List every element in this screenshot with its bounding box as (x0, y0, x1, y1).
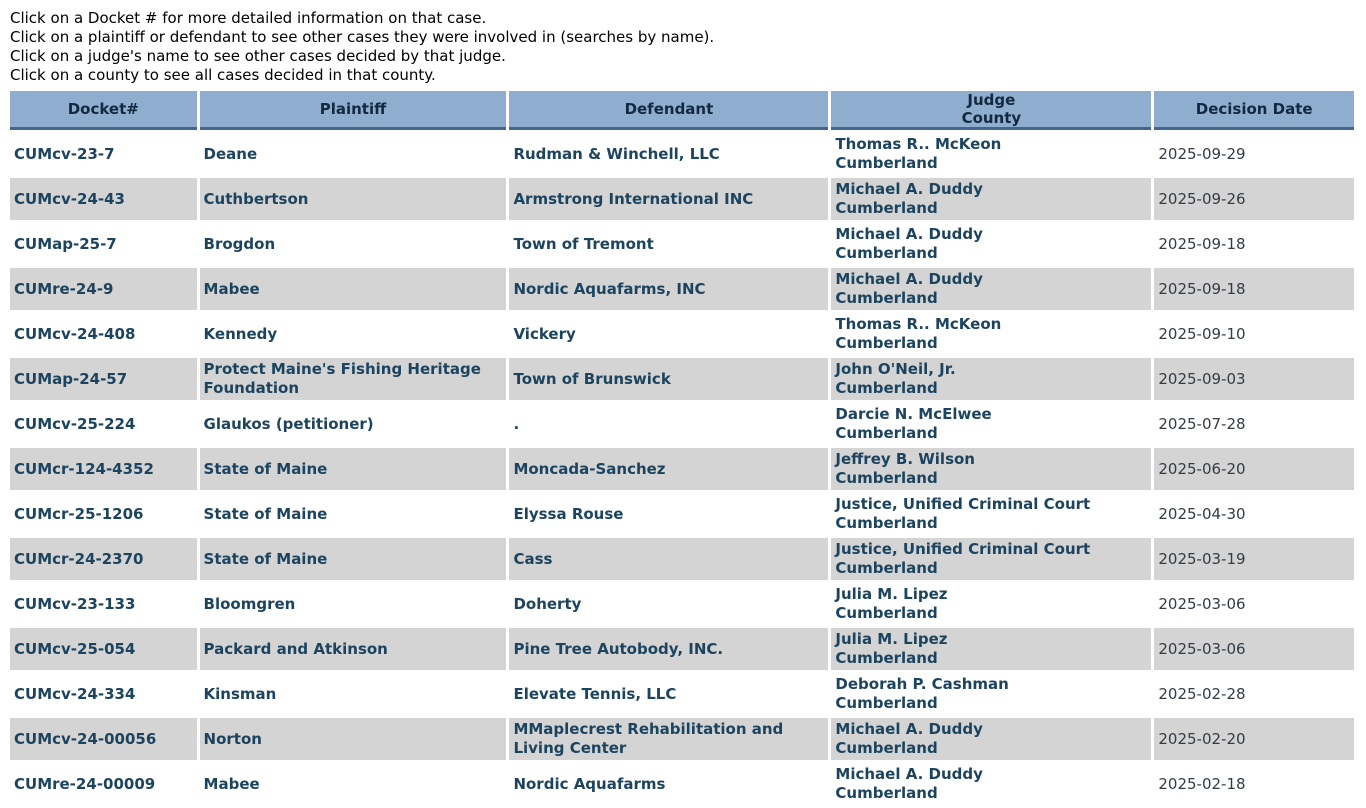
judge-link[interactable]: Thomas R.. McKeon (835, 135, 1002, 153)
table-row (10, 223, 1354, 265)
defendant-link[interactable]: Armstrong International INC (513, 189, 754, 208)
plaintiff-link[interactable]: State of Maine (203, 504, 328, 523)
decision-date-cell: 2025-09-10 (1154, 313, 1354, 355)
judge-link[interactable]: Michael A. Duddy (835, 720, 983, 738)
plaintiff-link[interactable]: Mabee (203, 279, 260, 298)
defendant-cell (509, 583, 828, 625)
table-row (10, 448, 1354, 490)
defendant-cell (509, 538, 828, 580)
judge-county-cell (831, 763, 1151, 805)
county-link[interactable]: Cumberland (835, 334, 938, 352)
plaintiff-cell (200, 313, 507, 355)
table-row (10, 358, 1354, 400)
judge-link[interactable]: Michael A. Duddy (835, 180, 983, 198)
judge-link[interactable]: Justice, Unified Criminal Court (835, 495, 1091, 513)
judge-link[interactable]: Darcie N. McElwee (835, 405, 992, 423)
plaintiff-cell (200, 583, 507, 625)
defendant-link[interactable]: Elyssa Rouse (513, 504, 624, 523)
judge-link[interactable]: Deborah P. Cashman (835, 675, 1009, 693)
docket-link[interactable]: CUMcv-24-43 (14, 189, 125, 208)
docket-link[interactable]: CUMcr-25-1206 (14, 504, 144, 523)
docket-link[interactable]: CUMre-24-9 (14, 279, 114, 298)
decision-date-cell: 2025-07-28 (1154, 403, 1354, 445)
defendant-link[interactable]: Nordic Aquafarms, INC (513, 279, 706, 298)
defendant-link[interactable]: Doherty (513, 594, 582, 613)
table-row (10, 493, 1354, 535)
judge-link[interactable]: Michael A. Duddy (835, 270, 983, 288)
docket-cell (10, 268, 197, 310)
defendant-cell (509, 358, 828, 400)
decision-date-cell: 2025-02-20 (1154, 718, 1354, 760)
docket-link[interactable]: CUMap-24-57 (14, 369, 128, 388)
county-link[interactable]: Cumberland (835, 649, 938, 667)
judge-county-cell (831, 538, 1151, 580)
column-header-plaintiff: Plaintiff (200, 91, 507, 130)
plaintiff-link[interactable]: Mabee (203, 774, 260, 793)
defendant-link[interactable]: Cass (513, 549, 553, 568)
decision-date-cell: 2025-02-18 (1154, 763, 1354, 805)
judge-county-cell (831, 358, 1151, 400)
docket-link[interactable]: CUMcr-24-2370 (14, 549, 144, 568)
plaintiff-cell (200, 538, 507, 580)
judge-county-cell (831, 403, 1151, 445)
plaintiff-cell (200, 763, 507, 805)
judge-link[interactable]: Thomas R.. McKeon (835, 315, 1002, 333)
defendant-cell (509, 628, 828, 670)
defendant-link[interactable]: Town of Brunswick (513, 369, 671, 388)
defendant-cell (509, 223, 828, 265)
decision-date-cell: 2025-03-06 (1154, 628, 1354, 670)
defendant-link[interactable]: Vickery (513, 324, 576, 343)
plaintiff-link[interactable]: Kinsman (203, 684, 277, 703)
docket-link[interactable]: CUMcv-24-00056 (14, 729, 157, 748)
instruction-docket: Click on a Docket # for more detailed information on that case. (10, 9, 487, 27)
plaintiff-link[interactable]: Bloomgren (203, 594, 296, 613)
decision-date-cell: 2025-09-29 (1154, 133, 1354, 175)
column-header-county: County (961, 109, 1022, 127)
table-row (10, 673, 1354, 715)
column-header-decision-date: Decision Date (1154, 91, 1354, 130)
defendant-link[interactable]: Rudman & Winchell, LLC (513, 144, 720, 163)
plaintiff-link[interactable]: Cuthbertson (203, 189, 309, 208)
plaintiff-link[interactable]: State of Maine (203, 459, 328, 478)
docket-link[interactable]: CUMcr-124-4352 (14, 459, 154, 478)
docket-cell (10, 583, 197, 625)
plaintiff-cell (200, 403, 507, 445)
docket-cell (10, 448, 197, 490)
table-row (10, 133, 1354, 175)
plaintiff-link[interactable]: Protect Maine's Fishing Heritage Foundation (203, 360, 481, 397)
plaintiff-cell (200, 223, 507, 265)
county-link[interactable]: Cumberland (835, 379, 938, 397)
county-link[interactable]: Cumberland (835, 784, 938, 802)
table-row (10, 403, 1354, 445)
judge-county-cell (831, 718, 1151, 760)
decision-date-cell: 2025-09-18 (1154, 268, 1354, 310)
judge-county-cell (831, 673, 1151, 715)
table-row (10, 313, 1354, 355)
judge-county-cell (831, 223, 1151, 265)
plaintiff-link[interactable]: State of Maine (203, 549, 328, 568)
decision-date-cell: 2025-06-20 (1154, 448, 1354, 490)
judge-county-cell (831, 493, 1151, 535)
judge-county-cell (831, 133, 1151, 175)
judge-link[interactable]: Michael A. Duddy (835, 765, 983, 783)
docket-cell (10, 628, 197, 670)
docket-cell (10, 133, 197, 175)
decision-date-cell: 2025-09-18 (1154, 223, 1354, 265)
plaintiff-link[interactable]: Kennedy (203, 324, 278, 343)
case-results-table (7, 88, 1357, 808)
county-link[interactable]: Cumberland (835, 694, 938, 712)
judge-county-cell (831, 583, 1151, 625)
docket-link[interactable]: CUMre-24-00009 (14, 774, 156, 793)
decision-date-cell: 2025-03-06 (1154, 583, 1354, 625)
case-table-body (10, 133, 1354, 805)
defendant-link[interactable]: Elevate Tennis, LLC (513, 684, 677, 703)
defendant-link[interactable]: Nordic Aquafarms (513, 774, 666, 793)
defendant-cell (509, 313, 828, 355)
defendant-cell (509, 763, 828, 805)
defendant-link[interactable]: Town of Tremont (513, 234, 654, 253)
column-header-defendant: Defendant (509, 91, 828, 130)
decision-date-cell: 2025-09-26 (1154, 178, 1354, 220)
plaintiff-link[interactable]: Deane (203, 144, 258, 163)
table-row (10, 583, 1354, 625)
docket-link[interactable]: CUMcv-23-133 (14, 594, 136, 613)
plaintiff-cell (200, 133, 507, 175)
defendant-link[interactable]: . (513, 414, 520, 433)
county-link[interactable]: Cumberland (835, 244, 938, 262)
docket-cell (10, 223, 197, 265)
defendant-link[interactable]: MMaplecrest Rehabilitation and Living Center (513, 720, 784, 757)
defendant-cell (509, 403, 828, 445)
decision-date-cell: 2025-03-19 (1154, 538, 1354, 580)
docket-link[interactable]: CUMcv-24-334 (14, 684, 136, 703)
county-link[interactable]: Cumberland (835, 739, 938, 757)
docket-link[interactable]: CUMcv-23-7 (14, 144, 115, 163)
table-header (10, 91, 1354, 130)
docket-link[interactable]: CUMcv-25-224 (14, 414, 136, 433)
county-link[interactable]: Cumberland (835, 514, 938, 532)
usage-instructions (0, 0, 1366, 87)
plaintiff-cell (200, 493, 507, 535)
plaintiff-cell (200, 178, 507, 220)
judge-county-cell (831, 448, 1151, 490)
plaintiff-link[interactable]: Packard and Atkinson (203, 639, 388, 658)
defendant-cell (509, 268, 828, 310)
county-link[interactable]: Cumberland (835, 199, 938, 217)
docket-cell (10, 313, 197, 355)
plaintiff-cell (200, 718, 507, 760)
county-link[interactable]: Cumberland (835, 469, 938, 487)
defendant-link[interactable]: Pine Tree Autobody, INC. (513, 639, 724, 658)
county-link[interactable]: Cumberland (835, 154, 938, 172)
defendant-cell (509, 493, 828, 535)
judge-link[interactable]: Jeffrey B. Wilson (835, 450, 975, 468)
county-link[interactable]: Cumberland (835, 424, 938, 442)
defendant-cell (509, 673, 828, 715)
plaintiff-cell (200, 448, 507, 490)
judge-link[interactable]: Michael A. Duddy (835, 225, 983, 243)
judge-county-cell (831, 178, 1151, 220)
column-header-judge: Judge (967, 91, 1016, 109)
plaintiff-cell (200, 268, 507, 310)
docket-cell (10, 718, 197, 760)
county-link[interactable]: Cumberland (835, 559, 938, 577)
decision-date-cell: 2025-02-28 (1154, 673, 1354, 715)
docket-link[interactable]: CUMcv-25-054 (14, 639, 136, 658)
decision-date-cell: 2025-04-30 (1154, 493, 1354, 535)
table-row (10, 178, 1354, 220)
table-row (10, 628, 1354, 670)
county-link[interactable]: Cumberland (835, 604, 938, 622)
docket-cell (10, 763, 197, 805)
table-row (10, 718, 1354, 760)
judge-county-cell (831, 268, 1151, 310)
plaintiff-cell (200, 358, 507, 400)
docket-cell (10, 673, 197, 715)
judge-link[interactable]: Julia M. Lipez (835, 585, 948, 603)
docket-link[interactable]: CUMap-25-7 (14, 234, 117, 253)
table-row (10, 538, 1354, 580)
plaintiff-link[interactable]: Brogdon (203, 234, 276, 253)
defendant-cell (509, 718, 828, 760)
docket-cell (10, 538, 197, 580)
plaintiff-cell (200, 673, 507, 715)
plaintiff-link[interactable]: Glaukos (petitioner) (203, 414, 374, 433)
plaintiff-cell (200, 628, 507, 670)
instruction-parties: Click on a plaintiff or defendant to see other cases they were involved in (searches by name). (10, 28, 715, 46)
instruction-county: Click on a county to see all cases decided in that county. (10, 66, 436, 84)
defendant-cell (509, 448, 828, 490)
defendant-cell (509, 133, 828, 175)
judge-link[interactable]: John O'Neil, Jr. (835, 360, 956, 378)
column-header-judge-county (831, 91, 1151, 130)
judge-county-cell (831, 628, 1151, 670)
table-row (10, 268, 1354, 310)
table-row (10, 763, 1354, 805)
defendant-cell (509, 178, 828, 220)
docket-cell (10, 358, 197, 400)
judge-county-cell (831, 313, 1151, 355)
judge-link[interactable]: Julia M. Lipez (835, 630, 948, 648)
docket-cell (10, 403, 197, 445)
docket-link[interactable]: CUMcv-24-408 (14, 324, 136, 343)
column-header-docket: Docket# (10, 91, 197, 130)
docket-cell (10, 493, 197, 535)
plaintiff-link[interactable]: Norton (203, 729, 262, 748)
judge-link[interactable]: Justice, Unified Criminal Court (835, 540, 1091, 558)
docket-cell (10, 178, 197, 220)
decision-date-cell: 2025-09-03 (1154, 358, 1354, 400)
county-link[interactable]: Cumberland (835, 289, 938, 307)
instruction-judge: Click on a judge's name to see other cases decided by that judge. (10, 47, 506, 65)
defendant-link[interactable]: Moncada-Sanchez (513, 459, 666, 478)
